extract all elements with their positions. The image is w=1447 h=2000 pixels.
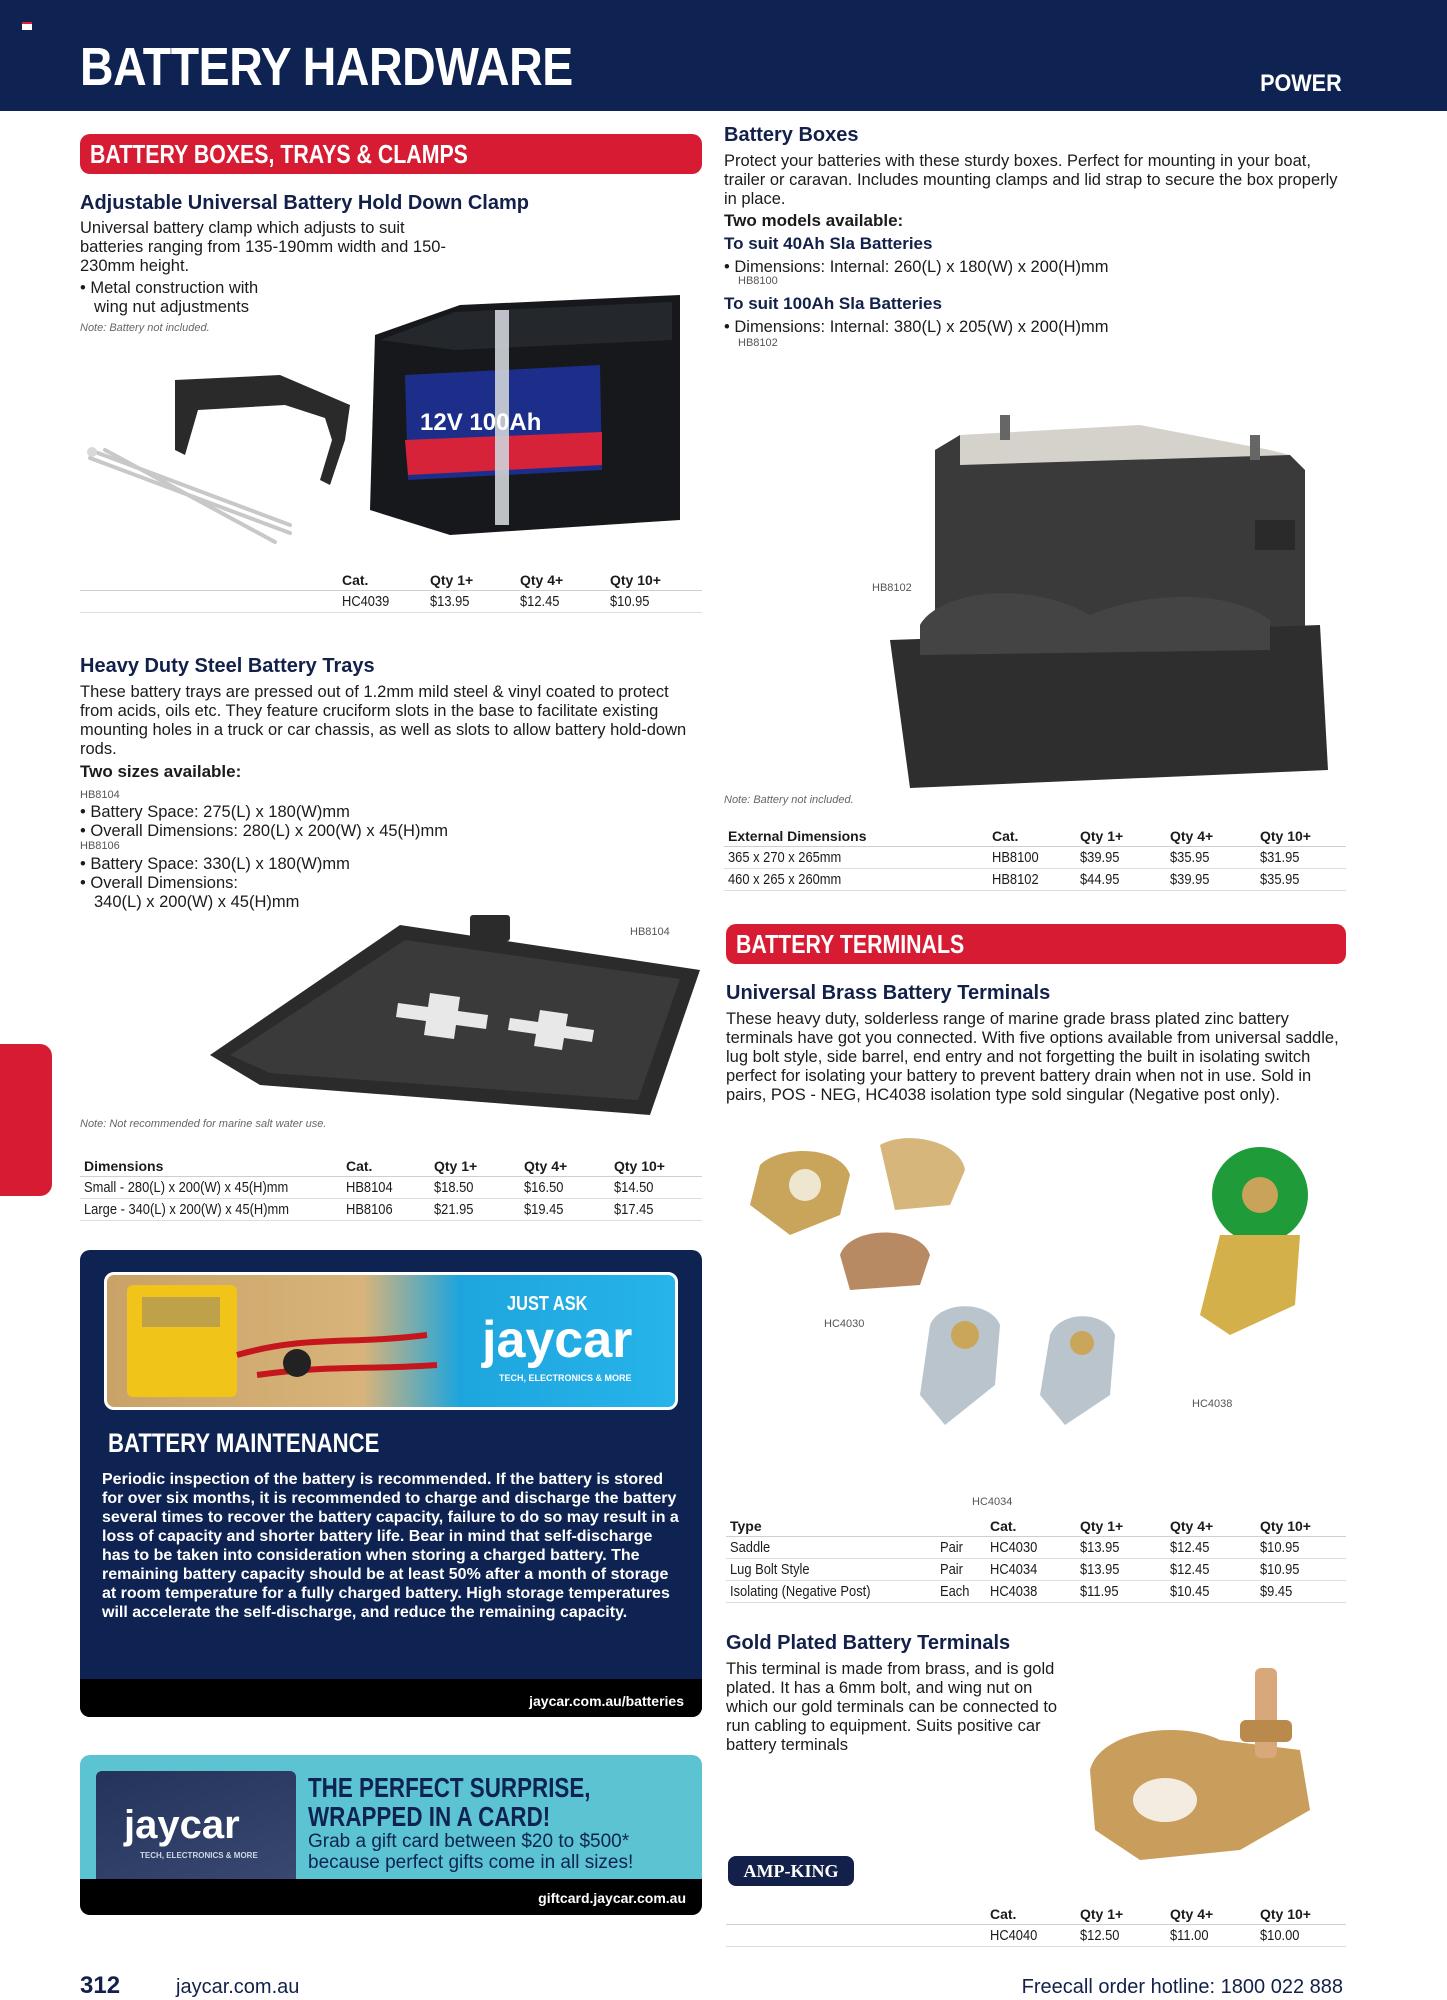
- boxes-100ah-code: HB8102: [738, 337, 778, 349]
- just-ask-label: JUST ASK: [507, 1293, 588, 1315]
- trays-title: Heavy Duty Steel Battery Trays: [80, 655, 375, 677]
- section-pill-boxes-trays-clamps: BATTERY BOXES, TRAYS & CLAMPS: [80, 134, 702, 174]
- footer-hotline: Freecall order hotline: 1800 022 888: [1021, 1976, 1343, 1998]
- table-row: Saddle Pair HC4030 $13.95 $12.45 $10.95: [726, 1537, 1346, 1559]
- terminal-code-hc4030: HC4030: [824, 1318, 865, 1330]
- isolating-terminal-icon: [1200, 1147, 1308, 1335]
- gift-card-panel: [80, 1755, 702, 1915]
- giftcard-link[interactable]: giftcard.jaycar.com.au: [538, 1890, 686, 1906]
- lug-bolt-terminal-icon: [920, 1306, 1115, 1425]
- gold-terminals-title: Gold Plated Battery Terminals: [726, 1632, 1011, 1654]
- table-row: Lug Bolt Style Pair HC4034 $13.95 $12.45 $10.95: [726, 1559, 1346, 1581]
- footer-site-link[interactable]: jaycar.com.au: [176, 1976, 300, 1998]
- gift-title: THE PERFECT SURPRISE, WRAPPED IN A CARD!: [308, 1772, 591, 1832]
- battery-box-icon: [890, 415, 1328, 788]
- section-pill-battery-terminals: BATTERY TERMINALS: [726, 924, 1346, 964]
- clamp-icon: [87, 375, 350, 542]
- boxes-100ah-dims: • Dimensions: Internal: 380(L) x 205(W) x 200(H)mm: [724, 318, 1109, 336]
- trays-sizes-label: Two sizes available:: [80, 762, 242, 781]
- trays-bullet-3: • Battery Space: 330(L) x 180(W)mm: [80, 855, 350, 873]
- brass-terminals-price-table: Type Cat. Qty 1+ Qty 4+ Qty 10+ Saddle Pair HC4030 $13.95 $12.45 $10.95 Lug Bolt Style Pair HC4034 $13.95 $12.45 $10.95 Isolating (Negative Post) Each HC4038 $11.95 $10.45 $9.45: [726, 1516, 1346, 1603]
- boxes-40ah-code: HB8100: [738, 275, 778, 287]
- clamp-note: Note: Battery not included.: [80, 322, 210, 334]
- battery-box-image: [850, 410, 1350, 795]
- page-number: 312: [80, 1972, 121, 1999]
- gold-terminal-image: [1070, 1660, 1350, 1900]
- page-header: [0, 0, 1447, 111]
- category-label: POWER: [1260, 70, 1342, 97]
- boxes-40ah-dims: • Dimensions: Internal: 260(L) x 180(W) x 200(H)mm: [724, 258, 1109, 276]
- boxes-40ah-label: To suit 40Ah Sla Batteries: [724, 234, 933, 253]
- gift-card-logo: jaycar: [124, 1803, 240, 1847]
- battery-maintenance-panel: [80, 1250, 702, 1717]
- table-row: 460 x 265 x 260mm HB8102 $44.95 $39.95 $35.95: [724, 869, 1346, 891]
- clamp-product-image: [80, 280, 705, 550]
- boxes-title: Battery Boxes: [724, 124, 859, 146]
- gift-text: Grab a gift card between $20 to $500* because perfect gifts come in all sizes!: [308, 1831, 634, 1873]
- brass-terminals-description: These heavy duty, solderless range of marine grade brass plated zinc battery terminals have got you connected. With five options available from universal saddle, lug bolt style, side barrel, end entry and not forgetting the built in isolating switch perfect for isolating your battery to prevent battery drain when not in use. Sold in pairs, POS - NEG, HC4038 isolation type sold singular (Negative post only).: [726, 1010, 1339, 1104]
- gold-terminals-price-table: Cat. Qty 1+ Qty 4+ Qty 10+ HC4040 $12.50 $11.00 $10.00: [726, 1904, 1346, 1947]
- batteries-link[interactable]: jaycar.com.au/batteries: [529, 1693, 684, 1709]
- trays-description: These battery trays are pressed out of 1.2mm mild steel & vinyl coated to protect from acids, oils etc. They feature cruciform slots in the base to facilitate existing mounting holes in a truck or car chassis, as well as slots to allow battery hold-down rods.: [80, 683, 687, 758]
- side-tab-marker: [0, 1044, 52, 1196]
- trays-code-2: HB8106: [80, 840, 120, 852]
- trays-bullet-5: 340(L) x 200(W) x 45(H)mm: [94, 893, 300, 911]
- maintenance-title: BATTERY MAINTENANCE: [108, 1428, 380, 1458]
- flag-icon: [22, 22, 32, 30]
- amp-king-logo: AMP-KING: [728, 1856, 854, 1886]
- battery-image: [370, 295, 680, 535]
- trays-bullet-1: • Battery Space: 275(L) x 180(W)mm: [80, 803, 350, 821]
- jaycar-tagline: TECH, ELECTRONICS & MORE: [499, 1373, 632, 1383]
- maintenance-body: Periodic inspection of the battery is recommended. If the battery is stored for over six months, it is recommended to charge and discharge the battery several times to recover the battery capacity, failure to do so may result in a loss of capacity and shorter battery life. Bear in mind that self-discharge has to be taken into consideration when storing a charged battery. The remaining battery capacity should be at least 50% after a month of storage at room temperature for a fully charged battery. High storage temperatures will accelerate the self-discharge, and reduce the remaining capacity.: [102, 1471, 679, 1621]
- brass-terminals-title: Universal Brass Battery Terminals: [726, 982, 1051, 1004]
- svg-text:12V 100Ah: 12V 100Ah: [420, 409, 542, 436]
- tray-product-image: [200, 915, 710, 1120]
- clamp-price-table: Cat. Qty 1+ Qty 4+ Qty 10+ HC4039 $13.95 $12.45 $10.95: [80, 570, 702, 613]
- trays-code-1: HB8104: [80, 789, 120, 801]
- boxes-note: Note: Battery not included.: [724, 794, 854, 806]
- terminal-code-hc4034: HC4034: [972, 1496, 1013, 1508]
- clamp-bullet-1: • Metal construction with: [80, 279, 259, 297]
- boxes-description: Protect your batteries with these sturdy boxes. Perfect for mounting in your boat, trailer or caravan. Includes mounting clamps and lid strap to secure the box properly in place.: [724, 152, 1338, 208]
- tray-icon: [210, 915, 700, 1115]
- table-row: Isolating (Negative Post) Each HC4038 $11.95 $10.45 $9.45: [726, 1581, 1346, 1603]
- table-row: Small - 280(L) x 200(W) x 45(H)mm HB8104 $18.50 $16.50 $14.50: [80, 1177, 702, 1199]
- table-row: 365 x 270 x 265mm HB8100 $39.95 $35.95 $31.95: [724, 847, 1346, 869]
- clamp-title: Adjustable Universal Battery Hold Down Clamp: [80, 192, 529, 214]
- tray-image-code: HB8104: [630, 926, 670, 938]
- gold-terminal-icon: [1090, 1668, 1310, 1860]
- page-title: BATTERY HARDWARE: [80, 37, 573, 97]
- gift-card-tagline: TECH, ELECTRONICS & MORE: [140, 1851, 258, 1860]
- table-row: HC4040 $12.50 $11.00 $10.00: [726, 1925, 1346, 1947]
- box-image-code: HB8102: [872, 582, 912, 594]
- trays-note: Note: Not recommended for marine salt water use.: [80, 1118, 327, 1130]
- trays-bullet-4: • Overall Dimensions:: [80, 874, 238, 892]
- trays-bullet-2: • Overall Dimensions: 280(L) x 200(W) x 45(H)mm: [80, 822, 448, 840]
- table-row: HC4039 $13.95 $12.45 $10.95: [80, 591, 702, 613]
- table-row: Large - 340(L) x 200(W) x 45(H)mm HB8106 $21.95 $19.45 $17.45: [80, 1199, 702, 1221]
- boxes-price-table: External Dimensions Cat. Qty 1+ Qty 4+ Qty 10+ 365 x 270 x 265mm HB8100 $39.95 $35.95 $31.95 460 x 265 x 260mm HB8102 $44.95 $39.95 $35.95: [724, 826, 1346, 891]
- boxes-100ah-label: To suit 100Ah Sla Batteries: [724, 294, 942, 313]
- brass-terminals-image: [730, 1125, 1350, 1495]
- jaycar-logo: jaycar: [482, 1311, 633, 1369]
- boxes-models-label: Two models available:: [724, 211, 904, 230]
- saddle-terminal-icon: [750, 1138, 965, 1290]
- clamp-description: Universal battery clamp which adjusts to suit batteries ranging from 135-190mm width and 150-230mm height.: [80, 219, 446, 275]
- trays-price-table: Dimensions Cat. Qty 1+ Qty 4+ Qty 10+ Small - 280(L) x 200(W) x 45(H)mm HB8104 $18.50 $16.50 $14.50 Large - 340(L) x 200(W) x 45(H)mm HB8106 $21.95 $19.45 $17.45: [80, 1156, 702, 1221]
- just-ask-banner: [104, 1272, 678, 1410]
- terminal-code-hc4038: HC4038: [1192, 1398, 1233, 1410]
- gold-terminals-description: This terminal is made from brass, and is gold plated. It has a 6mm bolt, and wing nut on which our gold terminals can be connected to run cabling to equipment. Suits positive car battery terminals: [726, 1660, 1058, 1754]
- clamp-bullet-2: wing nut adjustments: [94, 298, 250, 316]
